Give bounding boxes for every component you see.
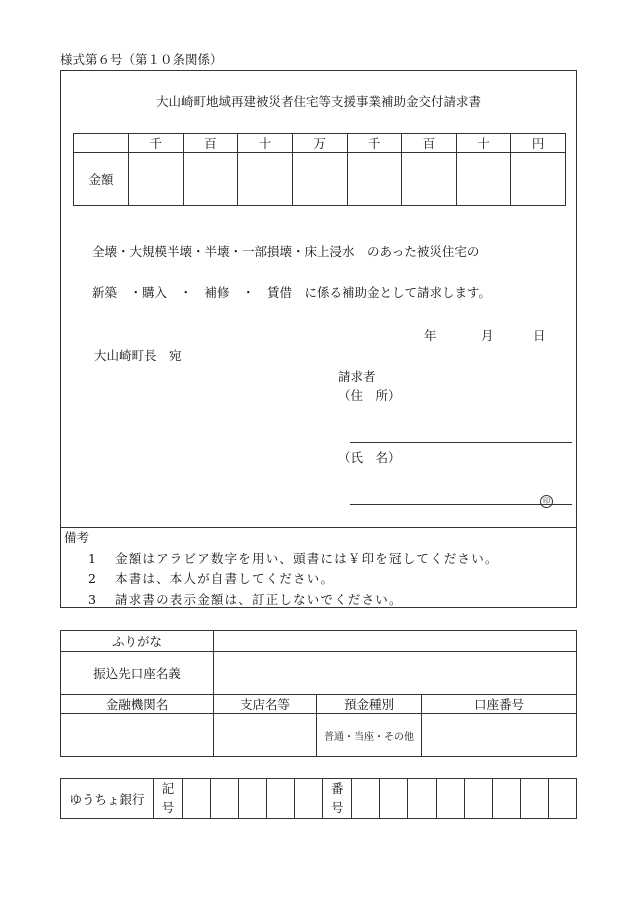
- date-year: 年: [424, 328, 437, 343]
- note-text: 本書は、本人が自書してください。: [115, 571, 335, 586]
- seal-icon: 印: [540, 491, 553, 508]
- symbol-label: 記 号: [154, 779, 183, 819]
- amount-digit-cell[interactable]: [347, 153, 402, 206]
- requester-label: 請求者: [338, 369, 376, 384]
- amount-digit-cell[interactable]: [129, 153, 184, 206]
- symbol-digit-cell[interactable]: [239, 779, 267, 819]
- header-bank-name: 金融機関名: [61, 695, 214, 714]
- address-label: （住 所）: [338, 388, 401, 403]
- amount-digit-cell[interactable]: [511, 153, 566, 206]
- header-account-number: 口座番号: [422, 695, 577, 714]
- notes-divider: [60, 527, 577, 528]
- branch-field[interactable]: [214, 714, 317, 757]
- name-line[interactable]: [350, 504, 572, 505]
- header-deposit-type: 預金種別: [317, 695, 422, 714]
- unit-man: 万: [292, 134, 347, 153]
- number-digit-cell[interactable]: [380, 779, 408, 819]
- number-digit-cell[interactable]: [436, 779, 464, 819]
- symbol-digit-cell[interactable]: [267, 779, 295, 819]
- form-title: 大山崎町地域再建被災者住宅等支援事業補助金交付請求書: [155, 94, 481, 109]
- symbol-digit-cell[interactable]: [295, 779, 323, 819]
- amount-digit-cell[interactable]: [456, 153, 511, 206]
- symbol-digit-cell[interactable]: [211, 779, 239, 819]
- account-name-field[interactable]: [214, 652, 577, 695]
- yucho-table: [60, 778, 577, 819]
- note-text: 金額はアラビア数字を用い、頭書には￥印を冠してください。: [115, 551, 499, 566]
- furigana-field[interactable]: [214, 631, 577, 652]
- amount-digit-cell[interactable]: [183, 153, 238, 206]
- number-digit-cell[interactable]: [464, 779, 492, 819]
- amount-label: 金額: [74, 153, 129, 206]
- amount-digit-cell[interactable]: [292, 153, 347, 206]
- unit-juu: 十: [238, 134, 293, 153]
- purpose-line: 新築 ・購入 ・ 補修 ・ 賃借 に係る補助金として請求します。: [92, 285, 492, 300]
- damage-type-line: 全壊・大規模半壊・半壊・一部損壊・床上浸水 のあった被災住宅の: [92, 244, 480, 259]
- unit-en: 円: [511, 134, 566, 153]
- unit-juu: 十: [456, 134, 511, 153]
- address-line[interactable]: [350, 442, 572, 443]
- account-number-field[interactable]: [422, 714, 577, 757]
- addressee: 大山崎町長 宛: [94, 348, 182, 363]
- form-number: 様式第６号（第１０条関係）: [60, 52, 223, 67]
- note-num: 2: [88, 571, 96, 586]
- name-label: （氏 名）: [338, 450, 401, 465]
- amount-digit-cell[interactable]: [402, 153, 457, 206]
- bank-table: [60, 630, 577, 757]
- number-digit-cell[interactable]: [492, 779, 520, 819]
- notes-title: 備考: [64, 530, 90, 545]
- number-digit-cell[interactable]: [352, 779, 380, 819]
- yucho-label: ゆうちょ銀行: [61, 779, 154, 819]
- number-digit-cell[interactable]: [408, 779, 436, 819]
- account-name-label: 振込先口座名義: [61, 652, 214, 695]
- unit-hyaku: 百: [402, 134, 457, 153]
- note-text: 請求書の表示金額は、訂正しないでください。: [115, 592, 403, 607]
- number-digit-cell[interactable]: [548, 779, 576, 819]
- unit-hyaku: 百: [183, 134, 238, 153]
- unit-sen: 千: [129, 134, 184, 153]
- date-month: 月: [481, 328, 494, 343]
- note-num: 3: [88, 592, 96, 607]
- symbol-digit-cell[interactable]: [183, 779, 211, 819]
- furigana-label: ふりがな: [61, 631, 214, 652]
- number-digit-cell[interactable]: [520, 779, 548, 819]
- deposit-type-options[interactable]: 普通・当座・その他: [317, 714, 422, 757]
- note-num: 1: [88, 551, 96, 566]
- amount-digit-cell[interactable]: [238, 153, 293, 206]
- number-label: 番 号: [323, 779, 352, 819]
- amount-table: [73, 133, 566, 206]
- header-branch: 支店名等: [214, 695, 317, 714]
- date-day: 日: [533, 328, 546, 343]
- bank-name-field[interactable]: [61, 714, 214, 757]
- unit-sen: 千: [347, 134, 402, 153]
